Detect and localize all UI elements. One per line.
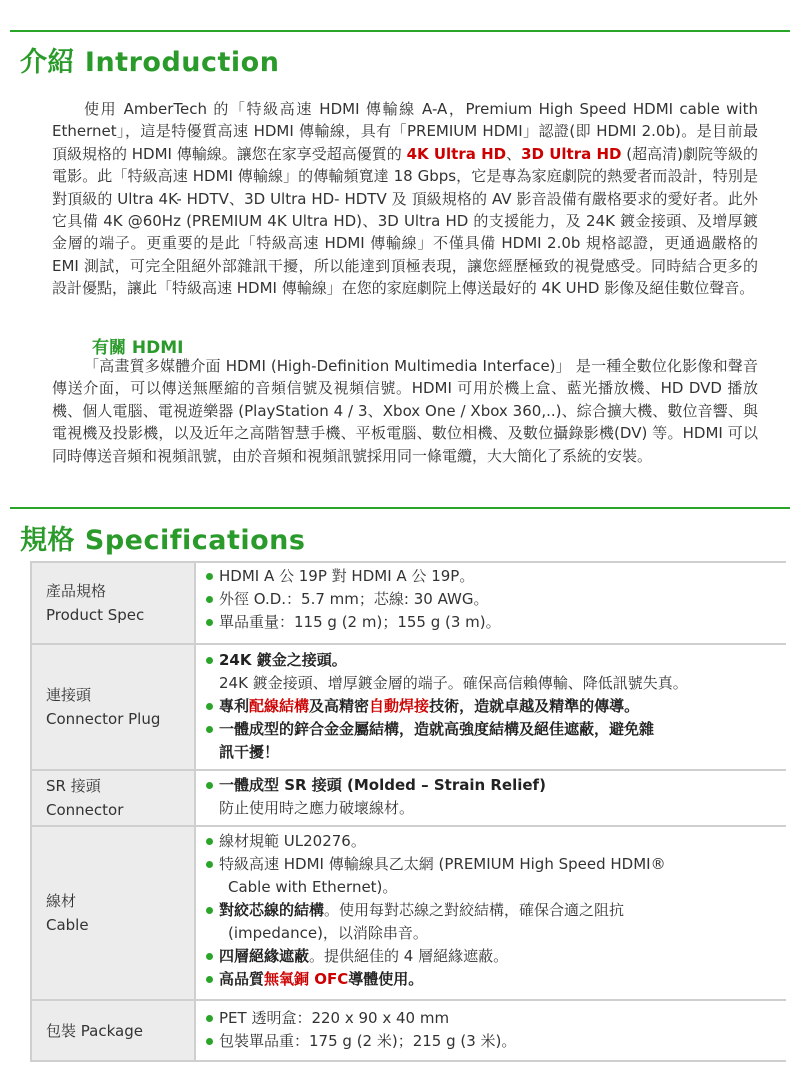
spec-item: 線材規範 UL20276。 [206,830,778,853]
spec-row-sr-connector [30,771,786,827]
spec-item-continued: (impedance)，以消除串音。 [228,924,428,942]
about-hdmi-heading: 有關 HDMI [92,338,184,358]
spec-bottom-rule [30,1060,786,1062]
spec-row-product [30,563,786,645]
spec-item-detail: 防止使用時之應力破壞線材。 [219,799,415,817]
spec-item-part: 。使用每對芯線之對絞結構，確保合適之阻抗 [324,901,625,919]
spec-label-cable-zh: 線材 [46,892,77,910]
spec-item: 單品重量：115 g (2 m)；155 g (3 m)。 [206,611,778,634]
spec-label-product [30,563,196,643]
spec-label-connector-plug [30,645,196,769]
spec-table [30,561,786,1061]
spec-label-package [30,1001,196,1061]
spec-item-part: 技術，造就卓越及精準的傳導。 [429,697,640,715]
spec-item [206,945,778,968]
spec-item-continued: Cable with Ethernet)。 [228,878,398,896]
intro-top-rule [10,30,790,32]
spec-item [206,968,778,991]
spec-label-product-zh: 產品規格 [46,582,107,600]
spec-item: 一體成型 SR 接頭 (Molded – Strain Relief) [206,774,778,797]
spec-item-part: 四層絕緣遮蔽 [219,947,310,965]
spec-label-sr-zh: SR 接頭 [46,777,101,795]
spec-label-plug-zh: 連接頭 [46,686,92,704]
spec-item-part: 對絞芯線的結構 [219,901,325,919]
spec-item: 24K 鍍金之接頭。 [206,649,778,672]
intro-text-1: 使用 AmberTech 的「特級高速 HDMI 傳輸線 A-A，Premium High Speed HDMI cable with Ethernet」，這是特優質高速 HDMI 傳輸線，具有「PREMIUM HDMI」認證(即 HDMI 2.0b)。是目前最頂級規格的 HDMI 傳輸線。讓您在家享受超高優質的 [52,100,758,163]
spec-content-cable [196,827,786,999]
intro-highlight-4k: 4K Ultra HD [406,144,507,163]
about-hdmi-paragraph: 「高畫質多媒體介面 HDMI (High-Definition Multimedia Interface)」 是一種全數位化影像和聲音傳送介面，可以傳送無壓縮的音頻信號及視頻信號。HDMI 可用於機上盒、藍光播放機、HD DVD 播放機、個人電腦、電視遊樂器 (PlayStation 4 / 3、Xbox One / Xbox 360,..)、綜合擴大機、數位音響、與電視機及投影機，以及近年之高階智慧手機、平板電腦、數位相機、及數位攝錄影機(DV) 等。HDMI 可以同時傳送音頻和視頻訊號，由於音頻和視頻訊號採用同一條電纜，大大簡化了系統的安裝。 [52,357,758,465]
spec-content-product [196,563,786,643]
spec-item-part: 。提供絕佳的 4 層絕緣遮蔽。 [309,947,509,965]
spec-item: 包裝單品重：175 g (2 米)；215 g (3 米)。 [206,1030,778,1053]
spec-label-cable-en: Cable [46,916,89,934]
spec-item-part: 及高精密 [309,697,370,715]
intro-paragraph [52,98,758,300]
spec-content-connector-plug [196,645,786,769]
intro-heading: 介紹 Introduction [20,47,280,78]
spec-item-detail: 24K 鍍金接頭、增厚鍍金層的端子。確保高信賴傳輸、降低訊號失真。 [219,674,688,692]
spec-item [206,695,778,718]
spec-item-continued: 訊干擾！ [219,743,280,761]
spec-content-sr-connector [196,771,786,825]
intro-highlight-3d: 3D Ultra HD [521,144,622,163]
spec-label-sr-en: Connector [46,801,124,819]
spec-item [206,899,778,922]
spec-item-highlight: 無氧銅 OFC [264,970,349,988]
spec-item-part: 高品質 [219,970,265,988]
spec-item: 外徑 O.D.：5.7 mm；芯線: 30 AWG。 [206,588,778,611]
spec-label-cable [30,827,196,999]
spec-row-cable [30,827,786,1001]
spec-row-package [30,1001,786,1061]
spec-label-plug-en: Connector Plug [46,710,161,728]
spec-item-part: 專利 [219,697,250,715]
spec-row-connector-plug [30,645,786,771]
spec-item: PET 透明盒：220 x 90 x 40 mm [206,1007,778,1030]
spec-item-highlight: 自動焊接 [369,697,430,715]
intro-separator: 、 [506,144,522,163]
spec-label-package-text: 包裝 Package [46,1022,143,1040]
spec-item-highlight: 配線結構 [249,697,310,715]
spec-item-part: 導體使用。 [348,970,424,988]
spec-item: HDMI A 公 19P 對 HDMI A 公 19P。 [206,565,778,588]
spec-top-rule [10,507,790,509]
spec-content-package [196,1001,786,1061]
spec-heading: 規格 Specifications [20,525,306,556]
intro-text-2: (超高清)劇院等級的電影。此「特級高速 HDMI 傳輸線」的傳輸頻寬達 18 Gbps，它是專為家庭劇院的熱愛者而設計，特別是對頂級的 Ultra 4K- HDTV、3D Ultra HD- HDTV 及 頂級規格的 AV 影音設備有嚴格要求的愛好者。此外它具備 4K @60Hz (PREMIUM 4K Ultra HD)、3D Ultra HD 的支援能力，及 24K 鍍金接頭、及增厚鍍金層的端子。更重要的是此「特級高速 HDMI 傳輸線」不僅具備 HDMI 2.0b 規格認證，更通過嚴格的 EMI 測試，可完全阻絕外部雜訊干擾，所以能達到頂極表現，讓您經歷極致的視覺感受。同時結合更多的設計優點，讓此「特級高速 HDMI 傳輸線」在您的家庭劇院上傳送最好的 4K UHD 影像及絕佳數位聲音。 [52,144,758,298]
spec-item: 一體成型的鋅合金金屬結構，造就高強度結構及絕佳遮蔽，避免雜 [206,718,778,741]
spec-label-sr-connector [30,771,196,825]
spec-label-product-en: Product Spec [46,606,145,624]
spec-item: 特級高速 HDMI 傳輸線具乙太網 (PREMIUM High Speed HDMI® [206,853,778,876]
